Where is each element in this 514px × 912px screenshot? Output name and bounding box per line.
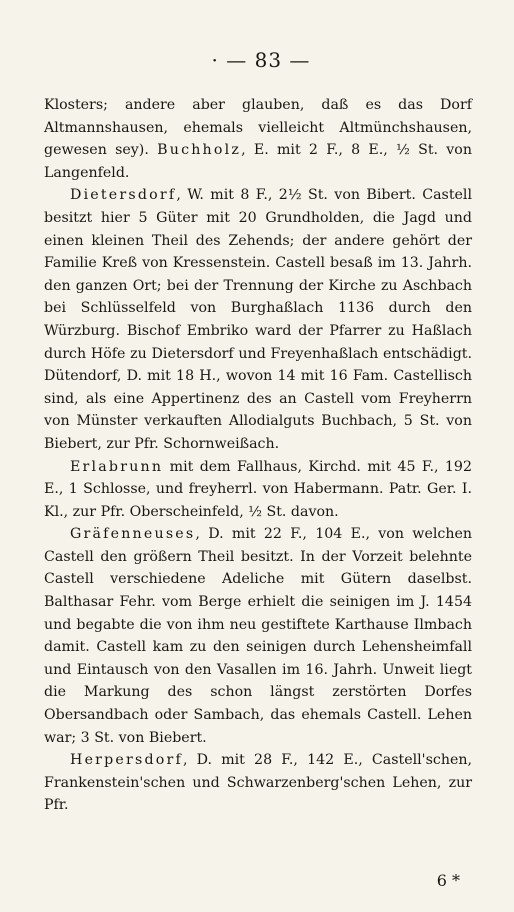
paragraph-dietersdorf-text: , W. mit 8 F., 2½ St. von Bibert. Castell besitzt hier 5 Güter mit 20 Grundholden, die Jagd und einen kleinen Theil des Zehends; der andere gehört der Familie Kreß von Kressenstein. Castell besaß im 13. Jahrh. den ganzen Ort; bei der Trennung der Kirche zu Aschbach bei Schlüsselfeld von Burghaßlach 1136 durch den Würzburg. Bischof Embriko ward der Pfarrer zu Haßlach durch Höfe zu Dietersdorf und Freyenhaßlach entschädigt. Dütendorf, D. mit 18 H., wovon 14 mit 16 Fam. Castellisch sind, als eine Appertinenz des an Castell vom Freyherrn von Münster verkauften Allodialguts Buchbach, 5 St. von Biebert, zur Pfr. Schornweißach. [44, 187, 472, 452]
place-name-erlabrunn: Erlabrunn [70, 458, 164, 475]
paragraph-dietersdorf [44, 184, 472, 455]
paragraph-graefenneuses-text: , D. mit 22 F., 104 E., von welchen Castell den größern Theil besitzt. In der Vorzeit belehnte Castell verschiedene Adeliche mit Gütern daselbst. Balthasar Fehr. vom Berge erhielt die seinigen im J. 1454 und begabte die von ihm neu gestiftete Karthause Ilmbach damit. Castell kam zu den seinigen durch Lehensheimfall und Eintausch von den Vasallen im 16. Jahrh. Unweit liegt die Markung des schon längst zerstörten Dorfes Obersandbach oder Sambach, das ehemals Castell. Lehen war; 3 St. von Biebert. [44, 526, 472, 746]
place-name-graefenneuses: Gräfenneuses [70, 526, 196, 543]
page-number-header: · — 83 — [211, 48, 311, 72]
printer-signature-mark: 6 * [436, 871, 460, 890]
paragraph-graefenneuses [44, 523, 472, 749]
place-name-dietersdorf: Dietersdorf [70, 187, 177, 204]
paragraph-herpersdorf [44, 749, 472, 817]
paragraph-1-rest: , E. mit 2 F., 8 E., ½ St. von Langenfeld. [44, 142, 472, 181]
paragraph-herpersdorf-text: , D. mit 28 F., 142 E., Castell'schen, Frankenstein'schen und Schwarzenberg'schen Lehen, zur Pfr. [44, 752, 472, 814]
place-name-buchholz: Buchholz [157, 142, 242, 159]
paragraph-1-text: Klosters; andere aber glauben, daß es das Dorf Altmannshausen, ehemals vielleicht Altmünchshausen, gewesen sey). [44, 97, 472, 159]
paragraph-erlabrunn-text: mit dem Fallhaus, Kirchd. mit 45 F., 192 E., 1 Schlosse, und freyherrl. von Habermann. Patr. Ger. I. Kl., zur Pfr. Oberscheinfeld, ½ St. davon. [44, 458, 472, 520]
place-name-herpersdorf: Herpersdorf [70, 752, 183, 769]
paragraph-erlabrunn [44, 456, 472, 524]
paragraph-1 [44, 94, 472, 184]
